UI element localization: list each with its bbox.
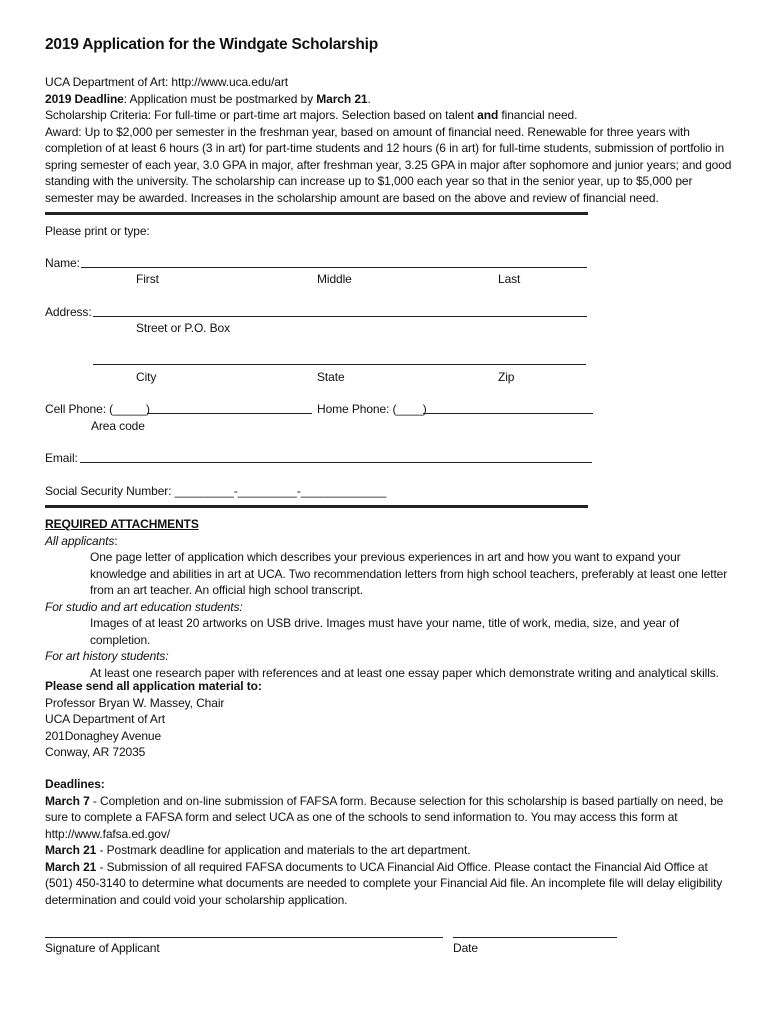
- address-city-line[interactable]: [93, 364, 586, 365]
- address-street-line[interactable]: [93, 316, 587, 317]
- deadline-label: 2019 Deadline: [45, 91, 124, 106]
- send-line: Professor Bryan W. Massey, Chair: [45, 695, 225, 710]
- intro-section: [45, 74, 735, 206]
- date-line[interactable]: [453, 937, 617, 938]
- name-label: Name:: [45, 256, 80, 270]
- name-first-caption: First: [136, 272, 159, 286]
- deadline-item-text: - Completion and on-line submission of FAFSA form. Because selection for this scholarship is based partially on need, be sure to complete a FAFSA form and select UCA as one of the schools to send information to. You may access this form at http://www.fafsa.ed.gov/: [45, 793, 724, 841]
- page-title: 2019 Application for the Windgate Scholarship: [45, 36, 379, 53]
- area-code-caption: Area code: [91, 419, 145, 433]
- deadlines-heading: Deadlines:: [45, 777, 105, 791]
- criteria-text: Scholarship Criteria: For full-time or part-time art majors. Selection based on talent: [45, 108, 478, 122]
- address-label: Address:: [45, 305, 92, 319]
- deadline-date: March 21: [316, 91, 368, 106]
- deadlines-section: [45, 776, 735, 908]
- signature-label: Signature of Applicant: [45, 941, 160, 955]
- zip-caption: Zip: [498, 370, 515, 384]
- history-label: For art history students:: [45, 649, 169, 663]
- award-paragraph: Award: Up to $2,000 per semester in the freshman year, based on amount of financial need. Renewable for three years with completion of at least 6 hours (3 in art) for part-time students and 12 hours (6 in art) for full-time students, submission of portfolio in spring semester of each year, 3.0 GPA in major, after freshman year, 3.25 GPA in major after sophomore and junior years; and good standing with the university. The scholarship can increase up to $1,000 each year so that in the senior year, up to $5,000 per semester may be awarded. Increases in the scholarship amount are based on the above and review of financial need.: [45, 124, 732, 205]
- deadline-item-text: - Postmark deadline for application and materials to the art department.: [96, 843, 471, 857]
- all-applicants-text: One page letter of application which describes your previous experiences in art and how you want to expand your knowledge and abilities in art at UCA. Two recommendation letters from high school teachers, preferably at least one letter from an art teacher. An official high school transcript.: [90, 550, 728, 597]
- history-text: At least one research paper with references and at least one essay paper which demonstrate writing and analytical skills.: [90, 665, 719, 680]
- cell-phone-label: Cell Phone: (_____): [45, 402, 150, 416]
- dept-line: UCA Department of Art: http://www.uca.edu/art: [45, 75, 288, 89]
- deadline-item-date: March 21: [45, 859, 97, 874]
- street-caption: Street or P.O. Box: [136, 321, 231, 335]
- criteria-and: and: [477, 108, 499, 122]
- date-label: Date: [453, 941, 478, 955]
- attachments-heading: REQUIRED ATTACHMENTS: [45, 517, 199, 531]
- print-label: Please print or type:: [45, 224, 150, 238]
- send-section: [45, 678, 735, 761]
- all-applicants-label: All applicants: [45, 533, 115, 548]
- state-caption: State: [317, 370, 345, 384]
- name-input-line[interactable]: [81, 267, 587, 268]
- deadline-item-date: March 7: [45, 793, 90, 808]
- name-last-caption: Last: [498, 272, 521, 286]
- studio-text: Images of at least 20 artworks on USB drive. Images must have your name, title of work, media, size, and year of completion.: [90, 616, 680, 647]
- divider-top: [45, 212, 588, 215]
- home-phone-line[interactable]: [423, 413, 593, 414]
- studio-label: For studio and art education students:: [45, 599, 243, 614]
- attachments-section: [45, 516, 735, 681]
- criteria-text-end: financial need.: [498, 108, 578, 122]
- signature-line[interactable]: [45, 937, 443, 938]
- deadline-item: [45, 793, 735, 843]
- name-middle-caption: Middle: [317, 272, 352, 286]
- deadline-item-date: March 21: [45, 843, 97, 857]
- all-applicants-colon: :: [114, 533, 118, 548]
- send-line: UCA Department of Art: [45, 712, 165, 726]
- send-heading: Please send all application material to:: [45, 679, 262, 693]
- cell-phone-line[interactable]: [147, 413, 312, 414]
- deadline-text: : Application must be postmarked by: [123, 91, 317, 106]
- deadline-period: .: [367, 91, 371, 106]
- email-label: Email:: [45, 451, 78, 465]
- divider-bottom: [45, 505, 588, 508]
- deadline-item: [45, 842, 735, 859]
- city-caption: City: [136, 370, 157, 384]
- email-line[interactable]: [80, 462, 592, 463]
- deadline-item-text: - Submission of all required FAFSA documents to UCA Financial Aid Office. Please contact the Financial Aid Office at (501) 450-3140 to determine what documents are needed to complete your Financial Aid file. An incomplete file will delay eligibility determination and could void your scholarship application.: [45, 859, 723, 907]
- home-phone-label: Home Phone: (____): [317, 402, 427, 416]
- send-line: Conway, AR 72035: [45, 745, 146, 759]
- criteria-line: [45, 107, 735, 124]
- all-applicants-line: [45, 533, 735, 550]
- deadline-line: [45, 91, 735, 108]
- deadline-item: [45, 859, 735, 909]
- ssn-label[interactable]: Social Security Number: _________-_________-_____________: [45, 484, 387, 498]
- send-line: 201Donaghey Avenue: [45, 728, 162, 743]
